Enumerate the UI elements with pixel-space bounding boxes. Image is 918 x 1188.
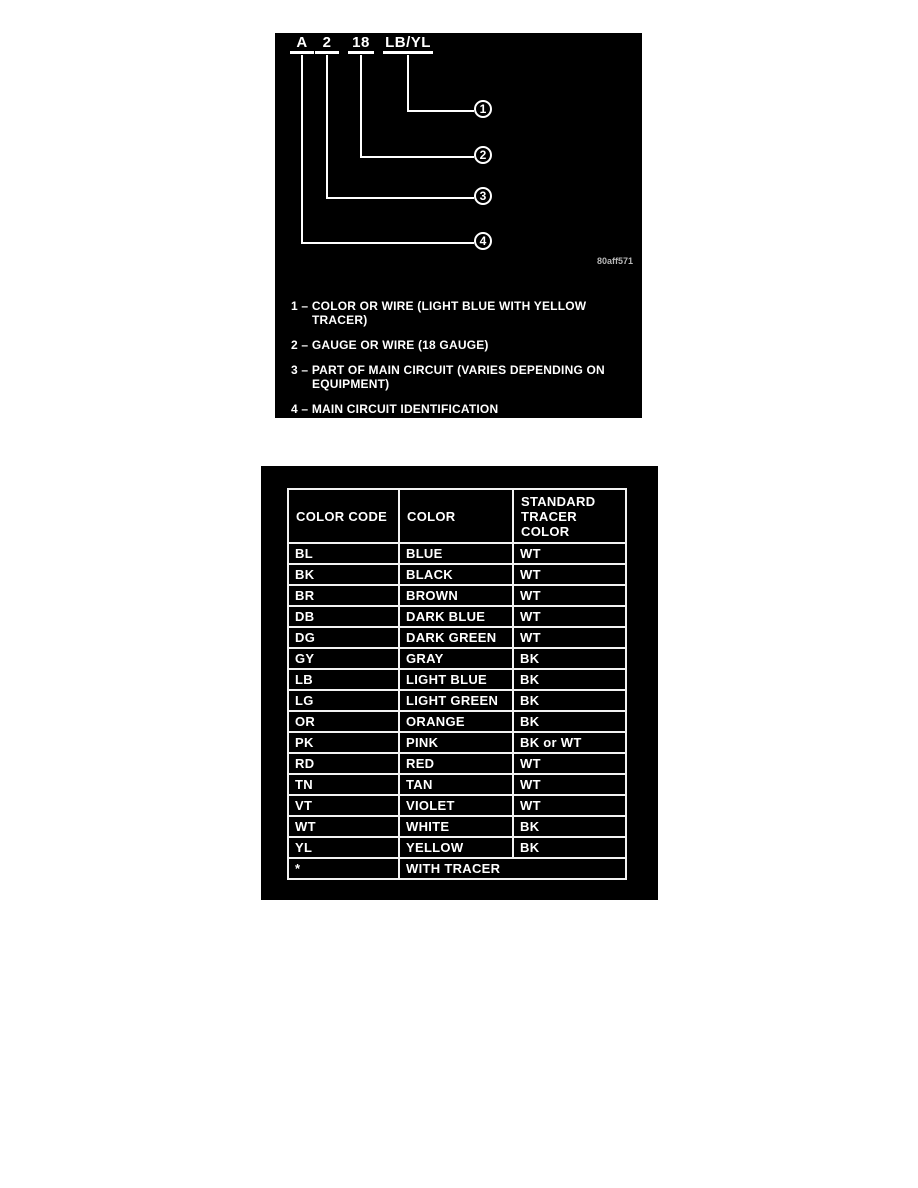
figure-id-watermark: 80aff571 xyxy=(596,256,633,266)
cell-code: BR xyxy=(288,585,399,606)
cell-code: RD xyxy=(288,753,399,774)
cell-code: GY xyxy=(288,648,399,669)
cell-code: VT xyxy=(288,795,399,816)
table-row xyxy=(288,543,626,564)
header-color: COLOR xyxy=(399,489,513,543)
table-header-row xyxy=(288,489,626,543)
header-color-code: COLOR CODE xyxy=(288,489,399,543)
cell-tracer: BK xyxy=(513,648,626,669)
table-row xyxy=(288,816,626,837)
code-wire-color: LB/YL xyxy=(383,35,433,54)
cell-color: YELLOW xyxy=(399,837,513,858)
table-row xyxy=(288,711,626,732)
legend-line-2: 2 – GAUGE OR WIRE (18 GAUGE) xyxy=(291,338,489,352)
table-footer-row xyxy=(288,858,626,879)
table-row xyxy=(288,690,626,711)
cell-color: LIGHT GREEN xyxy=(399,690,513,711)
cell-color: ORANGE xyxy=(399,711,513,732)
code-main-circuit: A xyxy=(290,35,314,54)
cell-tracer: BK or WT xyxy=(513,732,626,753)
cell-tracer: WT xyxy=(513,753,626,774)
cell-code: * xyxy=(288,858,399,879)
cell-color: BROWN xyxy=(399,585,513,606)
cell-color: LIGHT BLUE xyxy=(399,669,513,690)
cell-with-tracer: WITH TRACER xyxy=(399,858,626,879)
table-row xyxy=(288,564,626,585)
table-row xyxy=(288,627,626,648)
cell-tracer: WT xyxy=(513,606,626,627)
code-circuit-part: 2 xyxy=(315,35,339,54)
legend-line-4: 4 – MAIN CIRCUIT IDENTIFICATION xyxy=(291,402,499,416)
cell-code: PK xyxy=(288,732,399,753)
cell-code: YL xyxy=(288,837,399,858)
cell-color: VIOLET xyxy=(399,795,513,816)
cell-color: BLUE xyxy=(399,543,513,564)
table-row xyxy=(288,732,626,753)
cell-code: BK xyxy=(288,564,399,585)
cell-tracer: BK xyxy=(513,816,626,837)
legend-line-1: 1 – COLOR OR WIRE (LIGHT BLUE WITH YELLOW TRACER) xyxy=(291,299,587,327)
color-code-table xyxy=(287,488,627,880)
cell-color: WHITE xyxy=(399,816,513,837)
cell-tracer: WT xyxy=(513,585,626,606)
callout-circle-4: 4 xyxy=(474,232,492,250)
cell-code: BL xyxy=(288,543,399,564)
cell-code: LB xyxy=(288,669,399,690)
cell-tracer: WT xyxy=(513,564,626,585)
cell-color: PINK xyxy=(399,732,513,753)
cell-color: TAN xyxy=(399,774,513,795)
cell-color: RED xyxy=(399,753,513,774)
cell-tracer: BK xyxy=(513,690,626,711)
legend-line-3: 3 – PART OF MAIN CIRCUIT (VARIES DEPENDING ON EQUIPMENT) xyxy=(291,363,605,391)
table-row xyxy=(288,585,626,606)
table-row xyxy=(288,648,626,669)
cell-code: DG xyxy=(288,627,399,648)
cell-tracer: BK xyxy=(513,669,626,690)
table-row xyxy=(288,795,626,816)
callout-circle-3: 3 xyxy=(474,187,492,205)
cell-color: DARK BLUE xyxy=(399,606,513,627)
wire-code-diagram xyxy=(275,33,642,418)
cell-color: BLACK xyxy=(399,564,513,585)
cell-tracer: BK xyxy=(513,711,626,732)
cell-code: TN xyxy=(288,774,399,795)
callout-legend xyxy=(291,299,623,427)
table-row xyxy=(288,837,626,858)
callout-circle-2: 2 xyxy=(474,146,492,164)
cell-tracer: WT xyxy=(513,627,626,648)
cell-tracer: WT xyxy=(513,795,626,816)
cell-code: WT xyxy=(288,816,399,837)
cell-code: OR xyxy=(288,711,399,732)
table-row xyxy=(288,753,626,774)
cell-tracer: WT xyxy=(513,543,626,564)
cell-code: DB xyxy=(288,606,399,627)
cell-tracer: BK xyxy=(513,837,626,858)
cell-code: LG xyxy=(288,690,399,711)
cell-color: GRAY xyxy=(399,648,513,669)
table-row xyxy=(288,669,626,690)
header-tracer-color: STANDARD TRACER COLOR xyxy=(513,489,626,543)
cell-color: DARK GREEN xyxy=(399,627,513,648)
cell-tracer: WT xyxy=(513,774,626,795)
table-row xyxy=(288,606,626,627)
color-code-panel xyxy=(261,466,658,900)
table-row xyxy=(288,774,626,795)
callout-circle-1: 1 xyxy=(474,100,492,118)
code-wire-gauge: 18 xyxy=(348,35,374,54)
